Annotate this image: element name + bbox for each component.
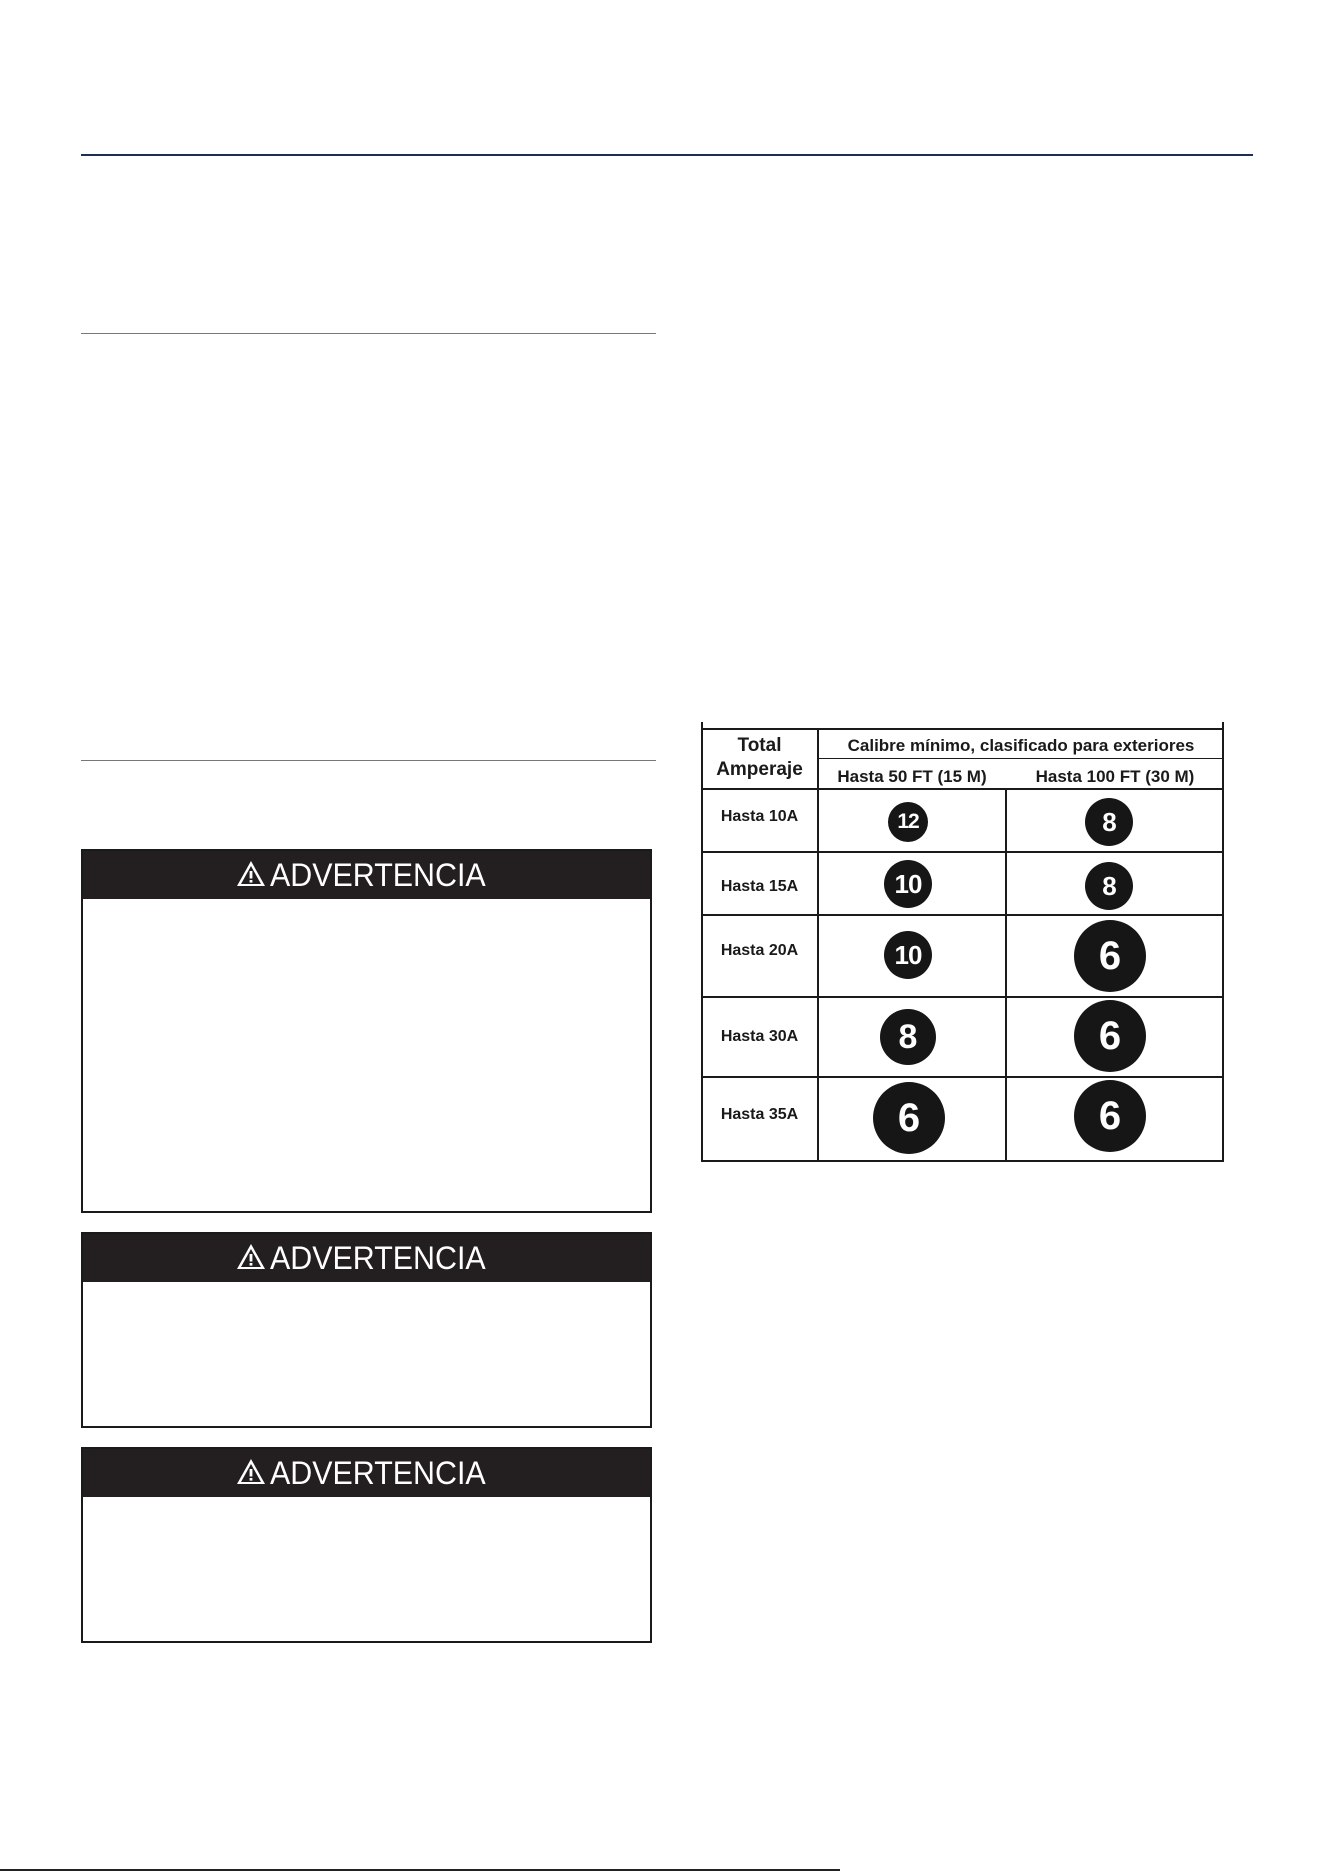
warning-triangle-icon <box>236 1458 266 1486</box>
header-50ft: Hasta 50 FT (15 M) <box>837 767 987 786</box>
gauge-badge: 6 <box>1074 920 1146 992</box>
warning-header <box>83 1449 650 1497</box>
table-divider <box>701 851 1224 853</box>
warning-box <box>81 1232 652 1428</box>
gauge-badge: 12 <box>888 802 928 842</box>
header-rule <box>81 154 1253 156</box>
warning-title: ADVERTENCIA <box>269 856 486 893</box>
extension-cord-gauge-table <box>701 722 1224 1162</box>
row-amperage-label: Hasta 15A <box>720 878 799 895</box>
gauge-badge: 6 <box>1074 1080 1146 1152</box>
row-amperage-label: Hasta 30A <box>720 1028 799 1045</box>
section-divider <box>81 333 656 334</box>
warning-header <box>83 851 650 899</box>
header-total-amperage: Total Amperaje <box>716 735 803 780</box>
table-divider <box>1005 788 1007 1162</box>
warning-box <box>81 1447 652 1643</box>
table-divider <box>701 1076 1224 1078</box>
row-amperage-label: Hasta 20A <box>720 942 799 959</box>
gauge-badge: 8 <box>1085 798 1133 846</box>
gauge-badge: 6 <box>873 1082 945 1154</box>
gauge-badge: 8 <box>880 1009 936 1065</box>
warning-box <box>81 849 652 1213</box>
table-border <box>701 728 1224 730</box>
table-divider <box>701 788 1224 790</box>
warning-triangle-icon <box>236 1243 266 1271</box>
gauge-badge: 10 <box>884 860 932 908</box>
header-minimum-gauge: Calibre mínimo, clasificado para exteriores <box>847 736 1195 755</box>
warning-header <box>83 1234 650 1282</box>
warning-triangle-icon <box>236 860 266 888</box>
gauge-badge: 6 <box>1074 1000 1146 1072</box>
warning-title: ADVERTENCIA <box>269 1239 486 1276</box>
row-amperage-label: Hasta 10A <box>720 808 799 825</box>
row-amperage-label: Hasta 35A <box>720 1106 799 1123</box>
table-divider <box>701 914 1224 916</box>
gauge-badge: 8 <box>1085 862 1133 910</box>
section-divider <box>81 760 656 761</box>
gauge-badge: 10 <box>884 931 932 979</box>
warning-title: ADVERTENCIA <box>269 1454 486 1491</box>
header-100ft: Hasta 100 FT (30 M) <box>1035 767 1195 786</box>
table-divider <box>817 758 1224 759</box>
table-divider <box>701 996 1224 998</box>
table-border <box>701 1160 1224 1162</box>
